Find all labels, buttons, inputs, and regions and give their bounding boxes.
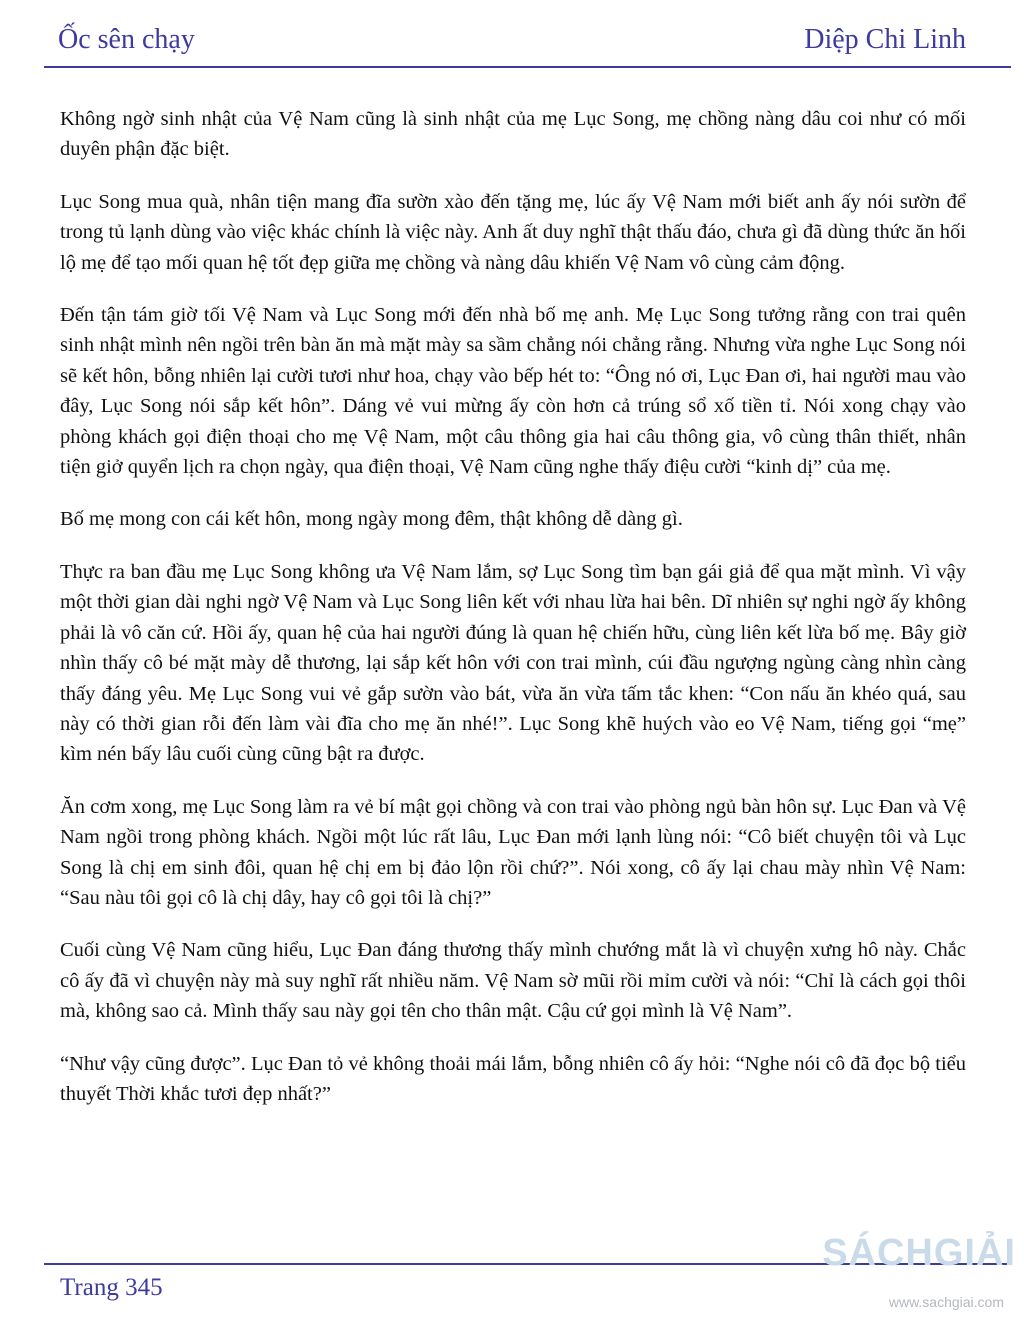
page-body [60, 104, 966, 1131]
page-number: Trang 345 [60, 1274, 163, 1301]
author-name: Diệp Chi Linh [804, 24, 966, 55]
paragraph: Thực ra ban đầu mẹ Lục Song không ưa Vệ Nam lắm, sợ Lục Song tìm bạn gái giả để qua mặt mình. Vì vậy một thời gian dài nghi ngờ Vệ Nam và Lục Song liên kết với nhau lừa hai bên. Dĩ nhiên sự nghi ngờ ấy không phải là vô căn cứ. Hồi ấy, quan hệ của hai người đúng là quan hệ chiến hữu, cùng liên kết lừa bố mẹ. Bây giờ nhìn thấy cô bé mặt mày dễ thương, lại sắp kết hôn với con trai mình, cúi đầu ngượng ngùng càng nhìn càng thấy đáng yêu. Mẹ Lục Song vui vẻ gắp sườn vào bát, vừa ăn vừa tấm tắc khen: “Con nấu ăn khéo quá, sau này có thời gian rỗi đến làm vài đĩa cho mẹ ăn nhé!”. Lục Song khẽ huých vào eo Vệ Nam, tiếng gọi “mẹ” kìm nén bấy lâu cuối cùng cũng bật ra được. [60, 560, 966, 766]
watermark-logo [816, 1232, 1016, 1318]
paragraph: Không ngờ sinh nhật của Vệ Nam cũng là sinh nhật của mẹ Lục Song, mẹ chồng nàng dâu coi như có mối duyên phận đặc biệt. [60, 108, 966, 161]
paragraph: Bố mẹ mong con cái kết hôn, mong ngày mong đêm, thật không dễ dàng gì. [60, 508, 683, 531]
paragraph: Ăn cơm xong, mẹ Lục Song làm ra vẻ bí mật gọi chồng và con trai vào phòng ngủ bàn hôn sự. Lục Đan và Vệ Nam ngồi trong phòng khách. Ngồi một lúc rất lâu, Lục Đan mới lạnh lùng nói: “Cô biết chuyện tôi và Lục Song là chị em sinh đôi, quan hệ chị em bị đảo lộn rồi chứ?”. Nói xong, cô ấy lại chau mày nhìn Vệ Nam: “Sau nàu tôi gọi cô là chị dây, hay cô gọi tôi là chị?” [60, 795, 966, 909]
watermark-brand: SÁCHGIẢI [822, 1232, 1016, 1274]
paragraph: Lục Song mua quà, nhân tiện mang đĩa sườn xào đến tặng mẹ, lúc ấy Vệ Nam mới biết anh ấy nói sườn để trong tủ lạnh dùng vào việc khác chính là việc này. Anh ất duy nghĩ thật thấu đáo, chưa gì đã dùng thức ăn hối lộ mẹ để tạo mối quan hệ tốt đẹp giữa mẹ chồng và nàng dâu khiến Vệ Nam vô cùng cảm động. [60, 190, 966, 274]
paragraph: Cuối cùng Vệ Nam cũng hiểu, Lục Đan đáng thương thấy mình chướng mắt là vì chuyện xưng hô này. Chắc cô ấy đã vì chuyện này mà suy nghĩ rất nhiều năm. Vệ Nam sờ mũi rồi mỉm cười và nói: “Chỉ là cách gọi thôi mà, không sao cả. Mình thấy sau này gọi tên cho thân mật. Cậu cứ gọi mình là Vệ Nam”. [60, 939, 966, 1023]
page-header [58, 24, 966, 64]
paragraph: “Như vậy cũng được”. Lục Đan tỏ vẻ không thoải mái lắm, bỗng nhiên cô ấy hỏi: “Nghe nói cô đã đọc bộ tiểu thuyết Thời khắc tươi đẹp nhất?” [60, 1052, 966, 1105]
book-title: Ốc sên chạy [58, 24, 195, 55]
paragraph: Đến tận tám giờ tối Vệ Nam và Lục Song mới đến nhà bố mẹ anh. Mẹ Lục Song tưởng rằng con trai quên sinh nhật mình nên ngồi trên bàn ăn mà mặt mày sa sầm chẳng nói chẳng rằng. Nhưng vừa nghe Lục Song nói sẽ kết hôn, bỗng nhiên lại cười tươi như hoa, chạy vào bếp hét to: “Ông nó ơi, Lục Đan ơi, hai người mau vào đây, Lục Song nói sắp kết hôn”. Dáng vẻ vui mừng ấy còn hơn cả trúng sổ xố tiền tỉ. Nói xong chạy vào phòng khách gọi điện thoại cho mẹ Vệ Nam, một câu thông gia hai câu thông gia, vô cùng thân thiết, nhân tiện giở quyển lịch ra chọn ngày, qua điện thoại, Vệ Nam cũng nghe thấy điệu cười “kinh dị” của mẹ. [60, 304, 966, 479]
header-divider [44, 66, 1011, 68]
watermark-url: www.sachgiai.com [888, 1294, 1004, 1310]
